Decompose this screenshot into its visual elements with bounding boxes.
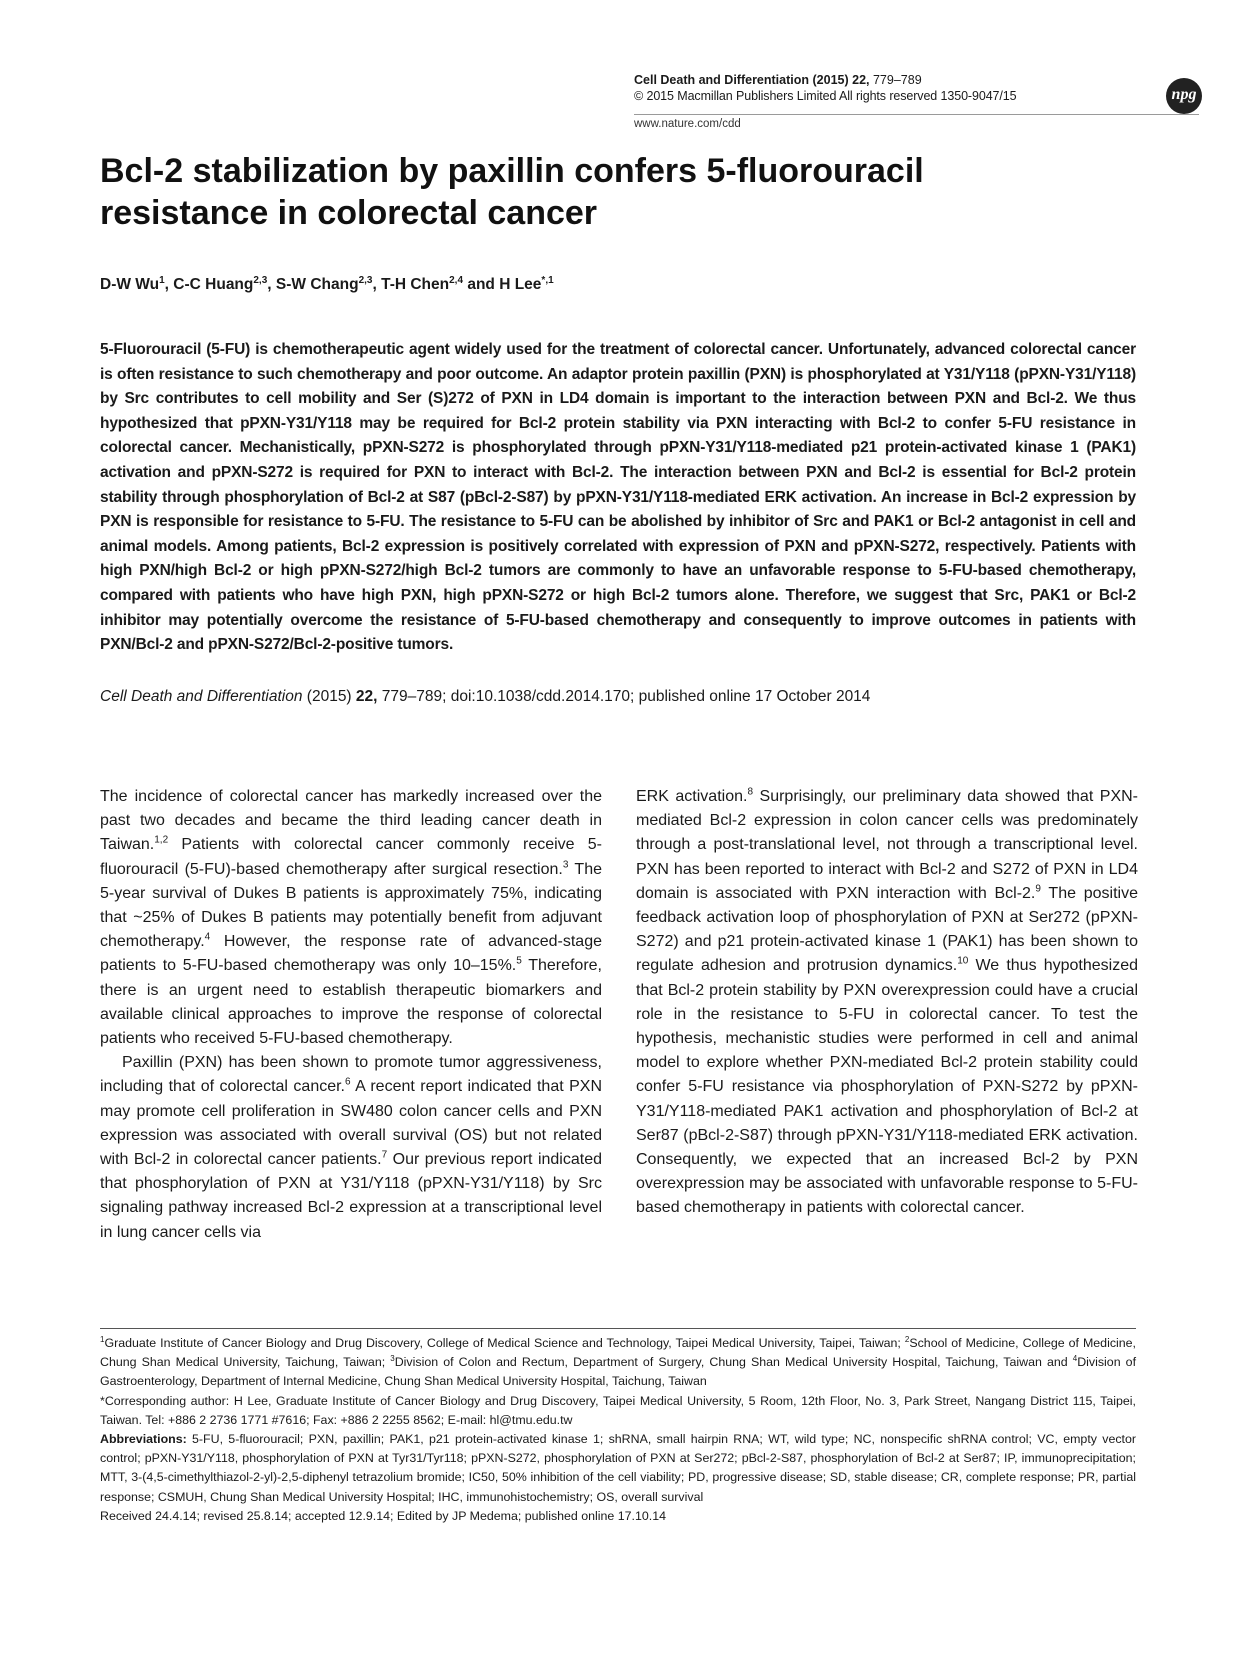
- journal-pages: 779–789: [872, 73, 922, 87]
- reference-marker: 1: [100, 1334, 105, 1344]
- citation-volume: 22,: [355, 688, 378, 705]
- abbreviations: [100, 1430, 1136, 1507]
- corresponding-author: *Corresponding author: H Lee, Graduate Institute of Cancer Biology and Drug Discovery, Taipei Medical University, 5 Room, 12th Floor, No. 3, Park Street, Nangang District 115, Taipei, Taiwan. Tel: +886 2 2736 1771 #7616; Fax: +886 2 2255 8562; E-mail: hl@tmu.edu.tw: [100, 1393, 1136, 1427]
- author-separator: ,: [164, 276, 174, 294]
- journal-url-link[interactable]: www.nature.com/cdd: [634, 118, 741, 130]
- reference-marker: 10: [957, 956, 969, 968]
- body-column-left: [100, 785, 602, 1245]
- text-run: A recent report indicated that PXN may promote cell proliferation in SW480 colon cancer cells and PXN expression was associated with overall survival (OS) but not related with Bcl-2 in colorectal cancer patients.: [100, 1078, 602, 1169]
- author-separator: ,: [267, 276, 276, 294]
- citation-line: [100, 686, 1140, 708]
- author-affiliation-marker: 2,4: [449, 275, 464, 286]
- reference-marker: 8: [747, 786, 754, 798]
- author-affiliation-marker: 2,3: [253, 275, 268, 286]
- text-run: We thus hypothesized that Bcl-2 protein stability by PXN overexpression could have a crucial role in the resistance to 5-FU in colorectal cancer. To test the hypothesis, mechanistic studies were performed in cell and animal model to explore whether PXN-mediated Bcl-2 protein stability could confer 5-FU resistance via phosphorylation of PXN-S272 by pPXN-Y31/Y118-mediated PAK1 activation and phosphorylation of Bcl-2 at Ser87 (pBcl-2-S87) through pPXN-Y31/Y118-mediated ERK activation. Consequently, we expected that an increased Bcl-2 by PXN overexpression may be associated with unfavorable response to 5-FU-based chemotherapy in patients with colorectal cancer.: [636, 957, 1138, 1217]
- received-dates: Received 24.4.14; revised 25.8.14; accepted 12.9.14; Edited by JP Medema; published online 17.10.14: [100, 1508, 667, 1523]
- reference-marker: 3: [390, 1354, 395, 1364]
- author-name: H Lee: [499, 276, 542, 294]
- reference-marker: 3: [562, 859, 569, 871]
- text-run: The positive feedback activation loop of phosphorylation of PXN at Ser272 (pPXN-S272) and p21 protein-activated kinase 1 (PAK1) has been shown to regulate adhesion and protrusion dynamics.: [636, 884, 1139, 975]
- text-run: Division of Gastroenterology, Department of Internal Medicine, Chung Shan Medical University Hospital, Taichung, Taiwan: [100, 1355, 1137, 1389]
- text-run: ERK activation.: [636, 788, 748, 805]
- author-name: S-W Chang: [275, 276, 359, 294]
- body-paragraph-1: [100, 785, 602, 1051]
- article-title: Bcl-2 stabilization by paxillin confers 5-fluorouracil resistance in colorectal cancer: [100, 152, 924, 232]
- text-run: The 5-year survival of Dukes B patients is approximately 75%, indicating that ~25% of Dukes B patients may potentially benefit from adjuvant chemotherapy.: [100, 860, 602, 951]
- text-run: Division of Colon and Rectum, Department of Surgery, Chung Shan Medical University Hospital, Taichung, Taiwan and: [394, 1355, 1073, 1370]
- body-paragraph-2: [100, 1051, 602, 1245]
- journal-name: Cell Death and Differentiation: [634, 73, 810, 87]
- reference-marker: 7: [381, 1149, 388, 1161]
- body-paragraph-2-continued: [636, 785, 1138, 1221]
- header-divider: [634, 114, 1199, 115]
- reference-marker: 9: [1035, 883, 1041, 895]
- reference-marker: 6: [345, 1077, 351, 1089]
- footnotes: [100, 1334, 1136, 1526]
- reference-marker: 4: [1072, 1354, 1078, 1364]
- author-affiliation-marker: 1: [159, 275, 165, 286]
- text-run: Surprisingly, our preliminary data showed that PXN-mediated Bcl-2 expression in colon cancer cells was predominately through a post-translational level, not through a transcriptional level. PXN has been reported to interact with Bcl-2 and S272 of PXN in LD4 domain is associated with PXN interaction with Bcl-2.: [636, 788, 1138, 902]
- text-run: However, the response rate of advanced-stage patients to 5-FU-based chemotherapy was only 10–15%.: [100, 933, 602, 975]
- text-run: The incidence of colorectal cancer has markedly increased over the past two decades and became the third leading cancer death in Taiwan.: [100, 788, 602, 854]
- author-affiliation-marker: *,1: [541, 275, 554, 286]
- citation-details: 779–789; doi:10.1038/cdd.2014.170; published online 17 October 2014: [377, 688, 871, 705]
- reference-marker: 1,2: [154, 835, 169, 847]
- journal-header: [634, 72, 1074, 104]
- npg-logo-icon: npg: [1166, 78, 1202, 114]
- affiliations: [100, 1334, 1136, 1392]
- author-name: T-H Chen: [381, 276, 450, 294]
- reference-marker: 2: [904, 1334, 910, 1344]
- citation-year: (2015): [302, 688, 356, 705]
- journal-reference: [634, 72, 1074, 88]
- author-list: [100, 275, 554, 294]
- author-affiliation-marker: 2,3: [358, 275, 373, 286]
- abbreviations-text: 5-FU, 5-fluorouracil; PXN, paxillin; PAK1, p21 protein-activated kinase 1; shRNA, small hairpin RNA; WT, wild type; NC, nonspecific shRNA control; VC, empty vector control; pPXN-Y31/Y118, phosphorylation of PXN at Tyr31/Tyr118; pPXN-S272, phosphorylation of PXN at Ser272; pBcl-2-S87, phosphorylation of Bcl-2 at Ser87; IP, immunoprecipitation; MTT, 3-(4,5-cimethylthiazol-2-yl)-2,5-diphenyl tetrazolium bromide; IC50, 50% inhibition of the cell viability; PD, progressive disease; SD, stable disease; CR, complete response; PR, partial response; CSMUH, Chung Shan Medical University Hospital; IHC, immunohistochemistry; OS, overall survival: [100, 1432, 1136, 1504]
- footnote-divider: [100, 1328, 1136, 1329]
- body-column-right: [636, 785, 1138, 1221]
- reference-marker: 4: [204, 931, 211, 943]
- text-run: Patients with colorectal cancer commonly receive 5-fluorouracil (5-FU)-based chemotherapy after surgical resection.: [100, 836, 602, 878]
- author-name: D-W Wu: [100, 276, 160, 294]
- author-name: C-C Huang: [173, 276, 254, 294]
- text-run: School of Medicine, College of Medicine, Chung Shan Medical University, Taichung, Taiwan;: [100, 1336, 1136, 1370]
- text-run: Our previous report indicated that phosphorylation of PXN at Y31/Y118 (pPXN-Y31/Y118) by Src signaling pathway increased Bcl-2 expression at a transcriptional level in lung cancer cells via: [100, 1151, 602, 1241]
- copyright-line: © 2015 Macmillan Publishers Limited All rights reserved 1350-9047/15: [634, 89, 1017, 103]
- abstract: 5-Fluorouracil (5-FU) is chemotherapeutic agent widely used for the treatment of colorectal cancer. Unfortunately, advanced colorectal cancer is often resistance to such chemotherapy and poor outcome. An adaptor protein paxillin (PXN) is phosphorylated at Y31/Y118 (pPXN-Y31/Y118) by Src contributes to cell mobility and Ser (S)272 of PXN in LD4 domain is important to the interaction between PXN and Bcl-2. We thus hypothesized that pPXN-Y31/Y118 may be required for Bcl-2 protein stability via PXN interacting with Bcl-2 to confer 5-FU resistance in colorectal cancer. Mechanistically, pPXN-S272 is phosphorylated through pPXN-Y31/Y118-mediated p21 protein-activated kinase 1 (PAK1) activation and pPXN-S272 is required for PXN to interact with Bcl-2. The interaction between PXN and Bcl-2 is essential for Bcl-2 protein stability through phosphorylation of Bcl-2 at S87 (pBcl-2-S87) by pPXN-Y31/Y118-mediated ERK activation. An increase in Bcl-2 expression by PXN is responsible for resistance to 5-FU. The resistance to 5-FU can be abolished by inhibitor of Src and PAK1 or Bcl-2 antagonist in cell and animal models. Among patients, Bcl-2 expression is positively correlated with expression of PXN and pPXN-S272, respectively. Patients with high PXN/high Bcl-2 or high pPXN-S272/high Bcl-2 tumors are commonly to have an unfavorable response to 5-FU-based chemotherapy, compared with patients who have high PXN, high pPXN-S272 or high Bcl-2 tumors alone. Therefore, we suggest that Src, PAK1 or Bcl-2 inhibitor may potentially overcome the resistance of 5-FU-based chemotherapy and consequently to improve outcomes in patients with PXN/Bcl-2 and pPXN-S272/Bcl-2-positive tumors.: [100, 341, 1136, 654]
- author-separator: and: [463, 276, 500, 294]
- text-run: Graduate Institute of Cancer Biology and Drug Discovery, College of Medical Science and Technology, Taipei Medical University, Taipei, Taiwan;: [104, 1336, 905, 1350]
- abbreviations-label: Abbreviations:: [100, 1432, 187, 1447]
- citation-journal: Cell Death and Differentiation: [100, 688, 303, 705]
- reference-marker: 5: [516, 956, 522, 968]
- text-run: Paxillin (PXN) has been shown to promote tumor aggressiveness, including that of colorectal cancer.: [100, 1054, 602, 1096]
- journal-year-volume: (2015) 22,: [812, 73, 870, 87]
- author-separator: ,: [372, 276, 382, 294]
- text-run: Therefore, there is an urgent need to establish therapeutic biomarkers and available clinical approaches to improve the response of colorectal patients who received 5-FU-based chemotherapy.: [100, 957, 603, 1048]
